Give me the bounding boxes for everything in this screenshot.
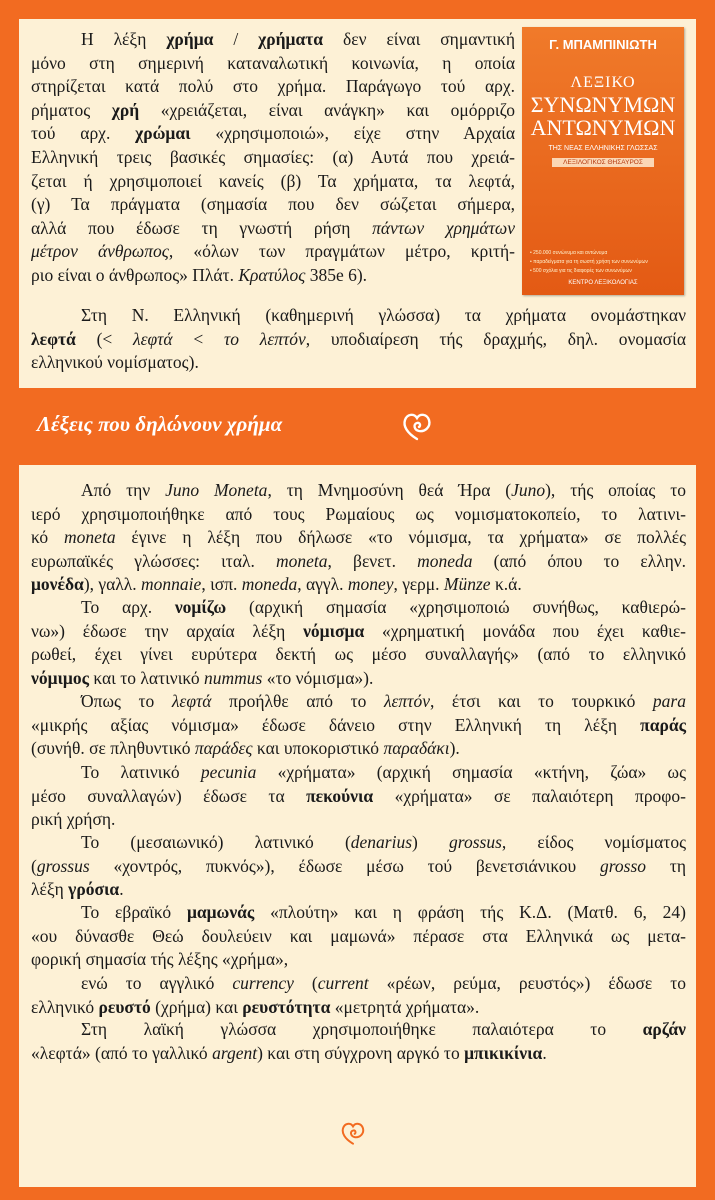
text-segment: ρευστό: [98, 996, 151, 1017]
text-segment: λεπτόν: [383, 691, 430, 711]
text-segment: , βενετ.: [327, 550, 418, 571]
text-segment: 385e 6).: [305, 264, 368, 285]
book-subtitle: ΤΗΣ ΝΕΑΣ ΕΛΛΗΝΙΚΗΣ ΓΛΩΣΣΑΣ: [548, 145, 658, 152]
text-line: [31, 193, 515, 217]
text-line: [31, 878, 686, 902]
swirl-icon: [339, 1119, 367, 1147]
text-segment: argent: [212, 1042, 258, 1063]
text-line: [31, 328, 686, 352]
text-segment: λεφτά: [31, 328, 76, 349]
text-segment: ιερό χρησιμοποιήθηκε από τους Ρωμαίους ως νομισματοκοπείο, το λατινι-: [31, 503, 686, 524]
text-segment: (χρήμα) και: [150, 996, 243, 1017]
text-segment: Η λέξη: [81, 29, 167, 49]
text-line: [31, 351, 686, 375]
text-segment: money: [347, 574, 394, 595]
text-line: [31, 714, 686, 738]
text-segment: current: [317, 973, 369, 993]
text-segment: .: [119, 879, 124, 900]
text-segment: ρευστότητα: [242, 996, 331, 1017]
text-segment: Juno: [511, 480, 546, 500]
body-paragraph: [31, 901, 686, 972]
text-segment: στηρίζεται κατά πολύ στο χρήμα. Παράγωγο τού αρχ.: [31, 76, 515, 97]
text-segment: monnaie: [141, 574, 202, 595]
body-paragraph: [31, 761, 686, 832]
text-segment: (από όπου το ελλην.: [472, 550, 687, 571]
text-segment: λέξη: [31, 879, 69, 900]
text-segment: ρήματος: [31, 99, 112, 120]
text-segment: (<: [75, 328, 134, 349]
text-segment: Όπως το: [81, 691, 172, 711]
text-segment: , υποδιαίρεση τής δραχμής, δηλ. ονομασία: [305, 328, 686, 349]
text-segment: νόμισμα: [303, 620, 365, 641]
text-segment: δεν είναι σημαντική: [323, 29, 515, 49]
text-segment: Münze: [443, 574, 491, 595]
text-line: [31, 948, 686, 972]
text-line: [31, 99, 515, 123]
swirl-icon: [400, 409, 434, 443]
text-segment: Στη Ν. Ελληνική (καθημερινή γλώσσα) τα χρήματα ονομάστηκαν: [81, 305, 686, 325]
text-segment: Το εβραϊκό: [81, 902, 187, 922]
text-segment: para: [652, 691, 686, 711]
text-segment: λεφτά: [133, 328, 173, 349]
text-segment: denarius: [350, 832, 413, 852]
text-segment: ρική χρήση.: [31, 809, 116, 830]
text-segment: pecunia: [200, 762, 257, 782]
text-segment: αλλά που έδωσε τη γνωστή ρήση: [31, 217, 373, 238]
text-line: [31, 240, 515, 264]
text-segment: ζεται ή χρησιμοποιεί κανείς (β) Τα χρήματα, τα λεφτά,: [31, 170, 515, 191]
text-segment: moneda: [241, 574, 298, 595]
text-segment: Κρατύλος: [238, 264, 306, 285]
text-segment: currency: [232, 973, 294, 993]
text-segment: «μικρής αξίας νόμισμα» έδωσε δάνειο στην Ελληνική τη λέξη: [31, 714, 641, 735]
text-line: [31, 573, 686, 597]
book-author: Γ. ΜΠΑΜΠΙΝΙΩΤΗ: [549, 37, 657, 52]
text-segment: «μετρητά χρήματα».: [330, 996, 480, 1017]
text-segment: τη: [646, 855, 686, 876]
text-line: [31, 785, 686, 809]
text-segment: χρώμαι: [135, 123, 191, 144]
text-line: [31, 170, 515, 194]
text-line: [31, 217, 515, 241]
text-segment: (: [31, 855, 37, 876]
lefta-paragraph: [31, 304, 686, 375]
text-line: [31, 264, 515, 288]
book-publisher: ΚΕΝΤΡΟ ΛΕΞΙΚΟΛΟΓΙΑΣ: [568, 280, 638, 286]
text-segment: «χρήματα» (αρχική σημασία «κτήνη, ζώα» ως: [256, 762, 686, 782]
text-segment: , «όλων των πραγμάτων μέτρο, κριτή-: [168, 241, 515, 262]
text-segment: μονέδα: [31, 574, 84, 595]
text-line: [31, 831, 686, 855]
text-segment: έγινε η λέξη που δήλωσε «το νόμισμα, τα χρήματα» σε πολλές: [115, 527, 686, 548]
text-segment: ): [412, 832, 450, 852]
text-segment: ), γαλλ.: [83, 574, 142, 595]
text-line: [31, 972, 686, 996]
text-segment: μέτρον άνθρωπος: [31, 241, 169, 262]
book-bullets: • 250.000 συνώνυμα και αντώνυμα • παραδείγματα για τη σωστή χρήση των συνωνύμων • 500 σχόλια για τις διαφορές των συνωνύμων: [530, 250, 648, 274]
text-segment: πάντων χρημάτων: [372, 217, 516, 238]
text-segment: νόμιμος: [31, 667, 89, 688]
text-line: [31, 855, 686, 879]
text-segment: μαμωνάς: [186, 902, 255, 922]
body-paragraph: [31, 596, 686, 690]
text-segment: (αρχική σημασία «χρησιμοποιώ συνήθως, καθιερώ-: [226, 597, 686, 617]
body-paragraph: [31, 1018, 686, 1065]
section-heading: Λέξεις που δηλώνουν χρήμα: [37, 412, 283, 436]
body-paragraph: [31, 972, 686, 1019]
text-segment: «ρέων, ρεύμα, ρευστός») έδωσε το: [368, 973, 686, 993]
text-segment: κό: [31, 527, 65, 548]
text-segment: ευρωπαϊκές γλώσσες: ιταλ.: [31, 550, 276, 571]
text-segment: τού αρχ.: [31, 123, 136, 144]
text-line: [31, 808, 686, 832]
text-line: [31, 737, 686, 761]
text-line: [31, 925, 686, 949]
text-segment: χρή: [111, 99, 140, 120]
text-segment: «χρειάζεται, είναι ανάγκη» και ομόρριζο: [139, 99, 515, 120]
text-segment: ) και στη σύγχρονη αργκό το: [257, 1042, 465, 1063]
intro-panel: [19, 19, 696, 388]
text-line: [31, 28, 515, 52]
book-title-2: ΣΥΝΩΝΥΜΩΝ ΑΝΤΩΝΥΜΩΝ: [530, 92, 676, 140]
body-paragraph: [31, 831, 686, 902]
text-segment: <: [172, 328, 224, 349]
text-segment: grosso: [599, 855, 647, 876]
text-segment: χρήματα: [258, 29, 324, 49]
text-segment: , έτσι και το τουρκικό: [429, 691, 653, 711]
text-line: [31, 550, 686, 574]
text-segment: προήλθε από το: [211, 691, 384, 711]
text-segment: νω») έδωσε την αρχαία λέξη: [31, 620, 304, 641]
body-paragraph: [31, 479, 686, 597]
text-line: [31, 690, 686, 714]
text-segment: κ.ά.: [490, 574, 522, 595]
text-line: [31, 761, 686, 785]
text-segment: grossus: [449, 832, 502, 852]
text-segment: ), τής οποίας το: [545, 480, 686, 500]
book-title-1: ΛΕΞΙΚΟ: [570, 74, 636, 91]
text-segment: μόνο στη σημερινή καταναλωτική κοινωνία, η οποία: [31, 52, 515, 73]
text-segment: χρήμα: [166, 29, 214, 49]
text-segment: ελληνικό: [31, 996, 99, 1017]
text-segment: παραδάκι: [383, 738, 450, 759]
text-segment: ριο είναι ο άνθρωπος» Πλάτ.: [31, 264, 239, 285]
text-segment: λεφτά: [171, 691, 212, 711]
text-segment: moneta: [276, 550, 328, 571]
text-segment: ελληνικού νομίσματος).: [31, 352, 199, 373]
text-segment: /: [213, 29, 259, 49]
text-line: [31, 1018, 686, 1042]
text-line: [31, 643, 686, 667]
text-segment: «χρήματα» σε παλαιότερη προφο-: [373, 785, 686, 806]
text-segment: ενώ το αγγλικό: [81, 973, 233, 993]
text-line: [31, 996, 686, 1020]
text-segment: , γερμ.: [393, 574, 444, 595]
text-segment: παράδες: [194, 738, 253, 759]
text-line: [31, 1042, 686, 1066]
text-segment: «ου δύνασθε Θεώ δουλεύειν και μαμωνά» πέρασε στα Ελληνικά ως μετα-: [31, 925, 686, 946]
text-segment: νομίζω: [174, 597, 227, 617]
text-segment: ρωθεί, έχει γίνει ευρύτερα δεκτή ως μέσο συναλλαγής» (από το ελληνικό: [31, 644, 686, 665]
text-segment: , αγγλ.: [297, 574, 348, 595]
text-segment: μέσο συναλλαγών) έδωσε τα: [31, 785, 307, 806]
text-segment: «πλούτη» και η φράση τής Κ.Δ. (Ματθ. 6, 24): [254, 902, 686, 922]
text-line: [31, 526, 686, 550]
text-segment: Το αρχ.: [81, 597, 175, 617]
text-segment: παράς: [640, 714, 686, 735]
text-segment: πεκούνια: [306, 785, 374, 806]
text-line: [31, 620, 686, 644]
text-line: [31, 901, 686, 925]
text-line: [31, 304, 686, 328]
text-segment: , ισπ.: [201, 574, 242, 595]
text-segment: μπικικίνια: [464, 1042, 543, 1063]
text-line: [31, 122, 515, 146]
text-segment: γρόσια: [68, 879, 120, 900]
text-line: [31, 146, 515, 170]
text-segment: «χρησιμοποιώ», είχε στην Αρχαία: [190, 123, 515, 144]
text-segment: «χοντρός, πυκνός»), έδωσε μέσω τού βενετσιάνικου: [89, 855, 600, 876]
text-segment: Από την: [81, 480, 166, 500]
text-segment: .: [542, 1042, 547, 1063]
text-line: [31, 479, 686, 503]
text-segment: Το λατινικό: [81, 762, 201, 782]
text-segment: «χρηματική μονάδα που έχει καθιε-: [364, 620, 686, 641]
book-thesaurus-label: ΛΕΞΙΛΟΓΙΚΟΣ ΘΗΣΑΥΡΟΣ: [552, 158, 654, 167]
text-segment: το λεπτόν: [223, 328, 306, 349]
text-segment: (συνήθ. σε πληθυντικό: [31, 738, 195, 759]
text-segment: Στη λαϊκή γλώσσα χρησιμοποιήθηκε παλαιότερα το: [81, 1019, 643, 1039]
text-line: [31, 667, 686, 691]
text-segment: Ελληνική τρεις βασικές σημασίες: (α) Αυτά που χρειά-: [31, 146, 515, 167]
text-line: [31, 596, 686, 620]
body-paragraph: [31, 690, 686, 761]
text-segment: «λεφτά» (από το γαλλικό: [31, 1042, 213, 1063]
intro-paragraph: [31, 28, 515, 288]
text-segment: και υποκοριστικό: [252, 738, 384, 759]
text-segment: grossus: [36, 855, 90, 876]
text-line: [31, 75, 515, 99]
text-segment: αρζάν: [642, 1019, 686, 1039]
text-segment: Το (μεσαιωνικό) λατινικό (: [81, 832, 351, 852]
text-segment: «το νόμισμα»).: [262, 667, 374, 688]
text-segment: (γ) Τα πράγματα (σημασία που δεν σώζεται σήμερα,: [31, 194, 515, 215]
text-segment: , είδος νομίσματος: [501, 832, 687, 852]
text-segment: nummus: [204, 667, 263, 688]
text-line: [31, 52, 515, 76]
text-segment: , τη Μνημοσύνη θεά Ήρα (: [267, 480, 512, 500]
text-segment: moneta: [64, 527, 116, 548]
text-segment: (: [293, 973, 318, 993]
text-segment: ).: [449, 738, 460, 759]
text-line: [31, 503, 686, 527]
text-segment: moneda: [417, 550, 473, 571]
text-segment: και το λατινικό: [88, 667, 204, 688]
book-cover-image: [522, 27, 684, 295]
text-segment: φορική σημασία τής λέξης «χρήμα»,: [31, 949, 289, 970]
words-panel: [19, 465, 696, 1187]
text-segment: Juno Moneta: [165, 480, 268, 500]
